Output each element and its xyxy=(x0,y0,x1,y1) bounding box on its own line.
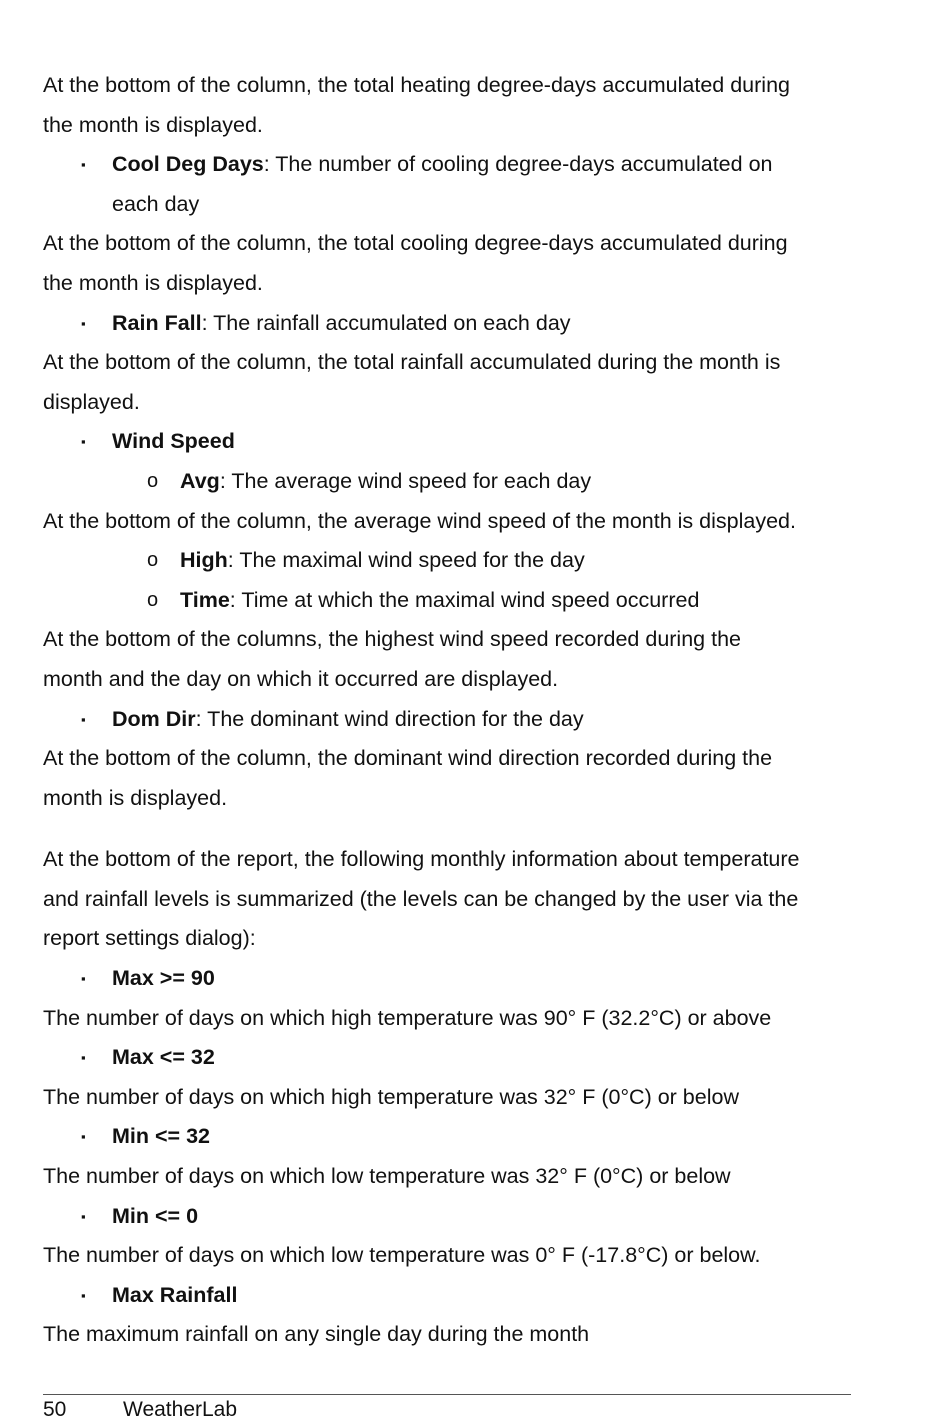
paragraph-cooling-line-1: At the bottom of the column, the total cooling degree-days accumulated during xyxy=(43,231,788,256)
sub-list-item-high xyxy=(43,541,853,581)
term-wind-speed: Wind Speed xyxy=(112,429,235,454)
term-cool-deg-days: Cool Deg Days xyxy=(112,152,264,177)
square-bullet-icon: ▪ xyxy=(81,711,86,727)
square-bullet-icon: ▪ xyxy=(81,434,86,450)
paragraph-heating-line-2: the month is displayed. xyxy=(43,112,263,137)
desc-time: : Time at which the maximal wind speed occurred xyxy=(229,587,700,612)
paragraph-summary-line-3: report settings dialog): xyxy=(43,926,256,951)
list-item-rain-fall xyxy=(43,304,853,344)
square-bullet-icon: ▪ xyxy=(81,1050,86,1066)
term-high: High xyxy=(180,548,228,573)
term-min-0: Min <= 0 xyxy=(112,1203,199,1228)
list-item-max-32 xyxy=(43,1038,853,1078)
desc-high: : The maximal wind speed for the day xyxy=(227,548,585,573)
desc-max-90: The number of days on which high temperature was 90° F (32.2°C) or above xyxy=(43,1005,772,1030)
square-bullet-icon: ▪ xyxy=(81,315,86,331)
desc-rain-fall: : The rainfall accumulated on each day xyxy=(201,310,571,335)
desc-max-rainfall: The maximum rainfall on any single day during the month xyxy=(43,1322,590,1347)
circle-bullet-icon: o xyxy=(147,469,159,492)
list-item-wind-speed xyxy=(43,422,853,462)
paragraph-avg-wind: At the bottom of the column, the average wind speed of the month is displayed. xyxy=(43,508,796,533)
term-time: Time xyxy=(180,587,230,612)
page-body xyxy=(43,66,853,1355)
term-rain-fall: Rain Fall xyxy=(112,310,202,335)
term-min-32: Min <= 32 xyxy=(112,1124,210,1149)
desc-cool-deg-days: : The number of cooling degree-days accumulated on xyxy=(263,152,773,177)
square-bullet-icon: ▪ xyxy=(81,157,86,173)
desc-min-32: The number of days on which low temperature was 32° F (0°C) or below xyxy=(43,1164,731,1189)
paragraph-cooling-line-2: the month is displayed. xyxy=(43,270,263,295)
square-bullet-icon: ▪ xyxy=(81,1129,86,1145)
desc-cool-deg-days-continued: each day xyxy=(112,191,200,216)
desc-avg: : The average wind speed for each day xyxy=(219,468,592,493)
sub-list-item-avg xyxy=(43,462,853,502)
paragraph-highest-wind-line-2: month and the day on which it occurred are displayed. xyxy=(43,666,559,691)
square-bullet-icon: ▪ xyxy=(81,971,86,987)
list-item-min-32 xyxy=(43,1117,853,1157)
paragraph-gap xyxy=(43,818,853,840)
paragraph-summary-line-1: At the bottom of the report, the following monthly information about temperature xyxy=(43,847,800,872)
term-max-rainfall: Max Rainfall xyxy=(112,1282,238,1307)
desc-dom-dir: : The dominant wind direction for the day xyxy=(195,706,584,731)
sub-list-item-time xyxy=(43,581,853,621)
square-bullet-icon: ▪ xyxy=(81,1208,86,1224)
term-dom-dir: Dom Dir xyxy=(112,706,196,731)
footer-product-name: WeatherLab xyxy=(123,1398,238,1421)
square-bullet-icon: ▪ xyxy=(81,1287,86,1303)
list-item-max-90 xyxy=(43,959,853,999)
circle-bullet-icon: o xyxy=(147,549,159,572)
page-number: 50 xyxy=(43,1398,67,1421)
paragraph-rainfall-line-1: At the bottom of the column, the total rainfall accumulated during the month is xyxy=(43,350,781,375)
list-item-min-0 xyxy=(43,1197,853,1237)
desc-max-32: The number of days on which high temperature was 32° F (0°C) or below xyxy=(43,1084,739,1109)
list-item-cool-deg-days xyxy=(43,145,853,185)
term-max-32: Max <= 32 xyxy=(112,1045,215,1070)
desc-min-0: The number of days on which low temperature was 0° F (-17.8°C) or below. xyxy=(43,1243,761,1268)
circle-bullet-icon: o xyxy=(147,588,159,611)
term-avg: Avg xyxy=(180,468,220,493)
paragraph-dom-dir-line-2: month is displayed. xyxy=(43,785,228,810)
paragraph-rainfall-line-2: displayed. xyxy=(43,389,140,414)
paragraph-highest-wind-line-1: At the bottom of the columns, the highest wind speed recorded during the xyxy=(43,627,741,652)
list-item-dom-dir xyxy=(43,700,853,740)
paragraph-summary-line-2: and rainfall levels is summarized (the levels can be changed by the user via the xyxy=(43,886,799,911)
list-item-max-rainfall xyxy=(43,1276,853,1316)
footer-divider xyxy=(43,1394,851,1395)
term-max-90: Max >= 90 xyxy=(112,966,215,991)
paragraph-dom-dir-line-1: At the bottom of the column, the dominant wind direction recorded during the xyxy=(43,746,773,771)
paragraph-heating-line-1: At the bottom of the column, the total heating degree-days accumulated during xyxy=(43,73,790,97)
